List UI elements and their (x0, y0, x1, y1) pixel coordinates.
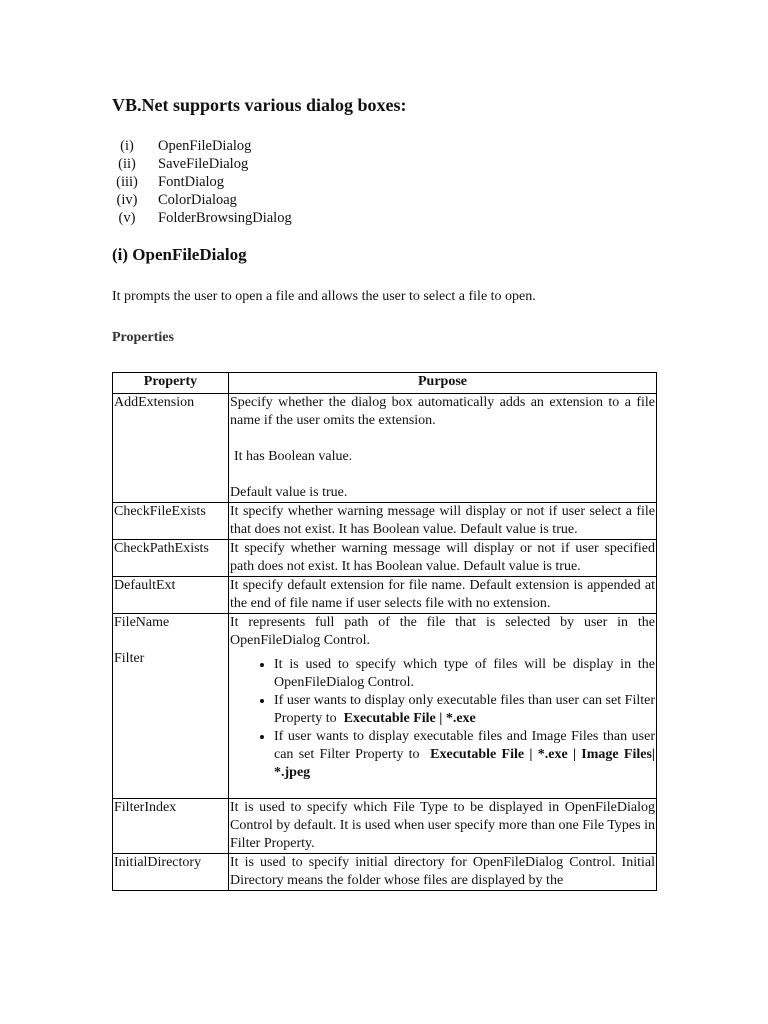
bullet-text: If user wants to display executable files and Image Files than user can set Filter Property to (274, 729, 655, 762)
purpose-paragraph: Specify whether the dialog box automatically adds an extension to a file name if the user omits the extension. (230, 395, 655, 428)
list-label: FolderBrowsingDialog (158, 210, 292, 226)
property-purpose: It is used to specify which File Type to be displayed in OpenFileDialog Control by default. It is used when user specify more than one File Types in Filter Property. (229, 799, 657, 854)
property-name-filename: FileName (114, 615, 170, 630)
list-label: FontDialog (158, 174, 225, 190)
property-name: CheckPathExists (113, 540, 229, 577)
bullet-item (274, 656, 655, 692)
list-item (110, 173, 292, 191)
property-name: CheckFileExists (113, 503, 229, 540)
list-item (110, 137, 292, 155)
purpose-text: It is used to specify initial directory for OpenFileDialog Control. Initial Directory means the folder whose files are displayed by the (230, 855, 655, 888)
list-label: OpenFileDialog (158, 138, 252, 154)
table-row (113, 503, 657, 540)
list-item (110, 209, 292, 227)
bullet-emphasis: Executable File | *.exe (343, 711, 476, 726)
table-row (113, 577, 657, 614)
intro-paragraph: It prompts the user to open a file and allows the user to select a file to open. (112, 289, 536, 304)
list-number: (iv) (116, 192, 138, 208)
purpose-paragraph: Default value is true. (230, 485, 348, 500)
table-row (113, 540, 657, 577)
list-item (110, 191, 292, 209)
property-purpose (229, 394, 657, 503)
bullet-item (274, 728, 655, 782)
purpose-paragraph: It has Boolean value. (234, 449, 353, 464)
table-header-row (113, 373, 657, 394)
properties-table (112, 372, 657, 891)
table-row (113, 614, 657, 799)
list-label: ColorDialoag (158, 192, 237, 208)
table-row (113, 854, 657, 891)
list-number: (i) (120, 138, 134, 154)
property-purpose: It specify whether warning message will display or not if user specified path does not exist. It has Boolean value. Default value is true. (229, 540, 657, 577)
column-header-purpose: Purpose (229, 373, 657, 394)
section-title: (i) OpenFileDialog (112, 245, 247, 264)
property-purpose (229, 614, 657, 799)
table-row (113, 394, 657, 503)
property-name: FilterIndex (113, 799, 229, 854)
list-number: (iii) (116, 174, 138, 190)
list-item (110, 155, 292, 173)
dialog-list (110, 137, 292, 227)
bullet-emphasis: Executable File | *.exe | Image Files| *.jpeg (274, 747, 655, 780)
property-name (113, 614, 229, 799)
list-number: (ii) (118, 156, 136, 172)
property-purpose: It specify whether warning message will display or not if user select a file that does not exist. It has Boolean value. Default value is true. (229, 503, 657, 540)
column-header-property: Property (113, 373, 229, 394)
property-name: AddExtension (113, 394, 229, 503)
bullet-item (274, 692, 655, 728)
properties-heading: Properties (112, 330, 174, 345)
table-row (113, 799, 657, 854)
page-title: VB.Net supports various dialog boxes: (112, 95, 407, 115)
bullet-text: It is used to specify which type of files will be display in the OpenFileDialog Control. (274, 657, 655, 690)
purpose-paragraph: It represents full path of the file that is selected by user in the OpenFileDialog Control. (230, 615, 655, 648)
property-name: DefaultExt (113, 577, 229, 614)
property-purpose: It specify default extension for file name. Default extension is appended at the end of file name if user selects file with no extension. (229, 577, 657, 614)
property-name-filter: Filter (114, 651, 145, 666)
property-purpose (229, 854, 657, 891)
list-number: (v) (118, 210, 136, 226)
filter-bullet-list (230, 656, 655, 782)
list-label: SaveFileDialog (158, 156, 249, 172)
property-name: InitialDirectory (113, 854, 229, 891)
bullet-text: If user wants to display only executable files than user can set Filter Property to (274, 693, 655, 726)
